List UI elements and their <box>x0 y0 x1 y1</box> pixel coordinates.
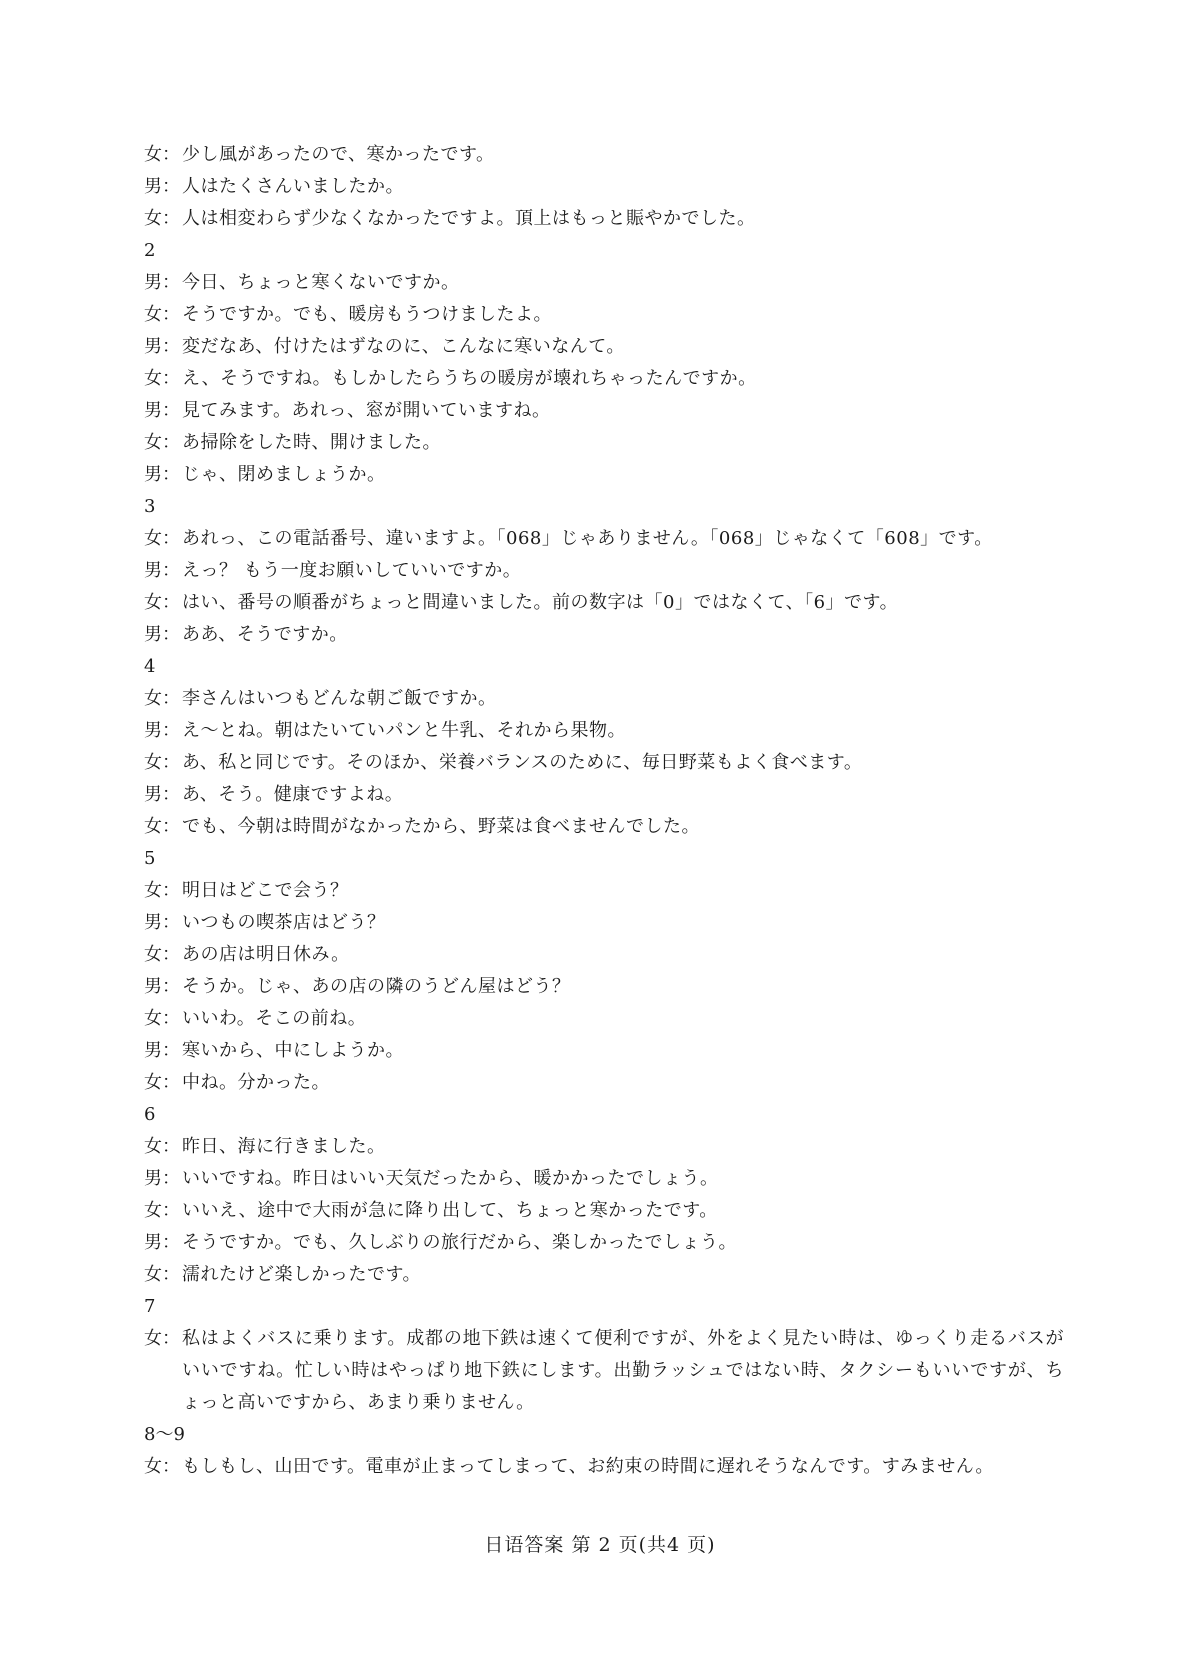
speaker-label: 男： <box>144 1232 180 1253</box>
speaker-label: 女： <box>144 1136 180 1157</box>
dialogue-text: いいですね。昨日はいい天気だったから、暖かかったでしょう。 <box>182 1168 719 1189</box>
speaker-label: 男： <box>144 560 180 581</box>
dialogue-line <box>144 1003 1064 1035</box>
dialogue-line <box>144 427 1064 459</box>
speaker-label: 女： <box>144 1264 180 1285</box>
dialogue-line <box>144 555 1064 587</box>
dialogue-text: そうですか。でも、暖房もうつけましたよ。 <box>182 304 552 325</box>
dialogue-line <box>144 139 1064 171</box>
transcript-body <box>144 139 1064 1483</box>
dialogue-text: 中ね。分かった。 <box>182 1072 330 1093</box>
dialogue-line <box>144 587 1064 619</box>
dialogue-text: いつもの喫茶店はどう？ <box>182 912 386 933</box>
dialogue-text: 少し風があったので、寒かったです。 <box>182 144 495 165</box>
dialogue-line <box>144 779 1064 811</box>
speaker-label: 女： <box>144 144 180 165</box>
dialogue-line <box>144 1035 1064 1067</box>
section-number: 4 <box>144 656 156 677</box>
dialogue-line <box>144 683 1064 715</box>
dialogue-text: え～とね。朝はたいていパンと牛乳、それから果物。 <box>182 720 626 741</box>
speaker-label: 男： <box>144 272 180 293</box>
dialogue-text: 人は相変わらず少なくなかったですよ。頂上はもっと賑やかでした。 <box>182 208 756 229</box>
speaker-label: 女： <box>144 304 180 325</box>
dialogue-text: もしもし、山田です。電車が止まってしまって、お約束の時間に遅れそうなんです。すみません。 <box>182 1456 994 1477</box>
dialogue-line <box>144 875 1064 907</box>
speaker-label: 女： <box>144 944 180 965</box>
speaker-label: 女： <box>144 368 180 389</box>
speaker-label: 女： <box>144 432 180 453</box>
dialogue-text: あれっ、この電話番号、違いますよ。「068」じゃありません。「068」じゃなくて「608」です。 <box>182 528 993 549</box>
dialogue-text: いいわ。そこの前ね。 <box>182 1008 367 1029</box>
speaker-label: 男： <box>144 912 180 933</box>
speaker-label: 男： <box>144 976 180 997</box>
dialogue-text: でも、今朝は時間がなかったから、野菜は食べませんでした。 <box>182 816 700 837</box>
dialogue-text: 人はたくさんいましたか。 <box>182 176 404 197</box>
dialogue-text: 私はよくバスに乗ります。成都の地下鉄は速くて便利ですが、外をよく見たい時は、ゆっくり走るバスがいいですね。忙しい時はやっぱり地下鉄にします。出勤ラッシュではない時、タクシーもいいですが、ちょっと高いですから、あまり乗りません。 <box>182 1328 1064 1413</box>
speaker-label: 男： <box>144 624 180 645</box>
speaker-label: 女： <box>144 1456 180 1477</box>
dialogue-text: そうか。じゃ、あの店の隣のうどん屋はどう？ <box>182 976 571 997</box>
section-number: 8～9 <box>144 1424 185 1445</box>
dialogue-text: そうですか。でも、久しぶりの旅行だから、楽しかったでしょう。 <box>182 1232 737 1253</box>
dialogue-text: 今日、ちょっと寒くないですか。 <box>182 272 460 293</box>
dialogue-line <box>144 907 1064 939</box>
speaker-label: 女： <box>144 688 180 709</box>
section-number: 6 <box>144 1104 156 1125</box>
dialogue-text: 李さんはいつもどんな朝ご飯ですか。 <box>182 688 497 709</box>
speaker-label: 男： <box>144 400 180 421</box>
dialogue-line <box>144 747 1064 779</box>
dialogue-line <box>144 811 1064 843</box>
speaker-label: 男： <box>144 176 180 197</box>
dialogue-line <box>144 1131 1064 1163</box>
dialogue-text: 寒いから、中にしようか。 <box>182 1040 404 1061</box>
speaker-label: 男： <box>144 1168 180 1189</box>
dialogue-line <box>144 1163 1064 1195</box>
dialogue-text: あ掃除をした時、開けました。 <box>182 432 441 453</box>
dialogue-line <box>144 971 1064 1003</box>
dialogue-text: ああ、そうですか。 <box>182 624 348 645</box>
speaker-label: 男： <box>144 784 180 805</box>
dialogue-line <box>144 459 1064 491</box>
speaker-label: 女： <box>144 880 180 901</box>
speaker-label: 女： <box>144 1008 180 1029</box>
dialogue-text: えっ？ もう一度お願いしていいですか。 <box>182 560 522 581</box>
speaker-label: 男： <box>144 1040 180 1061</box>
dialogue-text: あの店は明日休み。 <box>182 944 350 965</box>
dialogue-text: あ、そう。健康ですよね。 <box>182 784 404 805</box>
section-number: 2 <box>144 240 156 261</box>
dialogue-line <box>144 363 1064 395</box>
dialogue-line <box>144 939 1064 971</box>
speaker-label: 女： <box>144 816 180 837</box>
speaker-label: 男： <box>144 336 180 357</box>
dialogue-text: 見てみます。あれっ、窓が開いていますね。 <box>182 400 551 421</box>
speaker-label: 男： <box>144 464 180 485</box>
speaker-label: 女： <box>144 208 180 229</box>
dialogue-line <box>144 1323 1064 1419</box>
dialogue-text: え、そうですね。もしかしたらうちの暖房が壊れちゃったんですか。 <box>182 368 757 389</box>
dialogue-line <box>144 331 1064 363</box>
dialogue-line <box>144 395 1064 427</box>
speaker-label: 女： <box>144 528 180 549</box>
speaker-label: 女： <box>144 592 180 613</box>
dialogue-line <box>144 619 1064 651</box>
dialogue-line <box>144 715 1064 747</box>
dialogue-line <box>144 171 1064 203</box>
dialogue-text: 変だなあ、付けたはずなのに、こんなに寒いなんて。 <box>182 336 625 357</box>
dialogue-text: 昨日、海に行きました。 <box>182 1136 386 1157</box>
dialogue-text: じゃ、閉めましょうか。 <box>182 464 386 485</box>
dialogue-line <box>144 267 1064 299</box>
speaker-label: 男： <box>144 720 180 741</box>
page-footer: 日语答案 第 2 页(共4 页) <box>484 1534 716 1556</box>
dialogue-line <box>144 1451 1064 1483</box>
section-number: 5 <box>144 848 156 869</box>
speaker-label: 女： <box>144 1328 180 1349</box>
dialogue-line <box>144 1227 1064 1259</box>
section-number: 3 <box>144 496 156 517</box>
speaker-label: 女： <box>144 1072 180 1093</box>
dialogue-text: あ、私と同じです。そのほか、栄養バランスのために、毎日野菜もよく食べます。 <box>182 752 863 773</box>
dialogue-line <box>144 523 1064 555</box>
dialogue-line <box>144 203 1064 235</box>
section-number: 7 <box>144 1296 156 1317</box>
speaker-label: 女： <box>144 1200 180 1221</box>
dialogue-line <box>144 1195 1064 1227</box>
dialogue-text: いいえ、途中で大雨が急に降り出して、ちょっと寒かったです。 <box>182 1200 718 1221</box>
speaker-label: 女： <box>144 752 180 773</box>
dialogue-line <box>144 1067 1064 1099</box>
dialogue-line <box>144 1259 1064 1291</box>
dialogue-text: 濡れたけど楽しかったです。 <box>182 1264 422 1285</box>
dialogue-text: 明日はどこで会う？ <box>182 880 349 901</box>
dialogue-line <box>144 299 1064 331</box>
dialogue-text: はい、番号の順番がちょっと間違いました。前の数字は「0」ではなくて、「6」です。 <box>182 592 899 613</box>
